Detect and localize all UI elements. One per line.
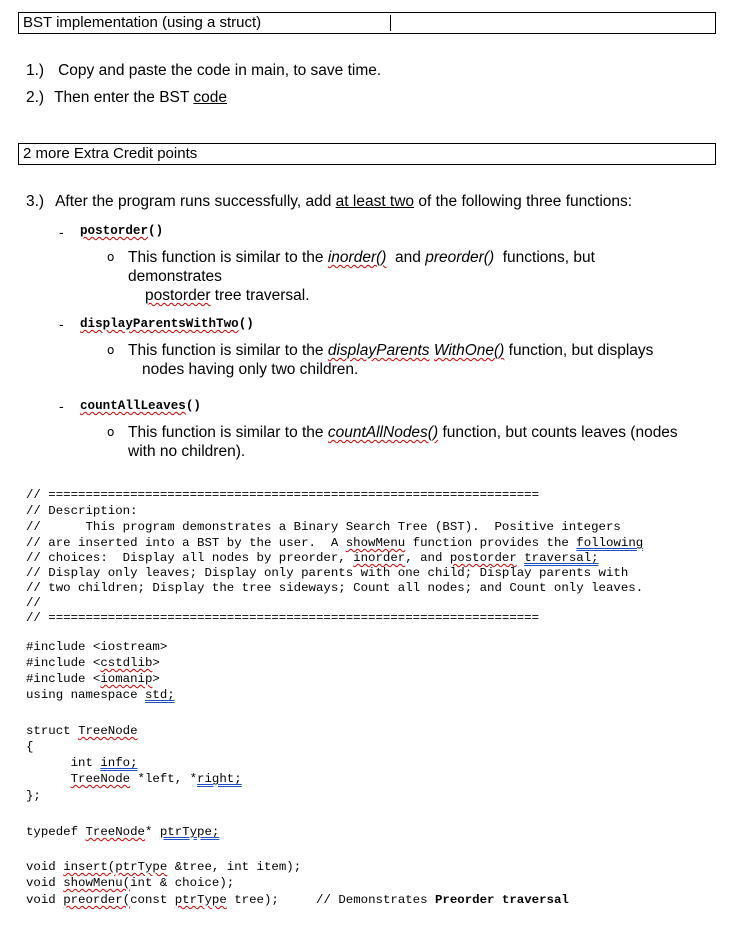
code-blank-comment: // xyxy=(26,596,41,610)
code-desc-2 xyxy=(26,536,643,551)
step-1-text: Copy and paste the code in main, to save time. xyxy=(58,62,382,79)
std-word: std; xyxy=(144,688,175,702)
function-name: postorder xyxy=(80,224,149,238)
text: const xyxy=(130,893,175,907)
text: int xyxy=(26,756,101,770)
code-desc-5: // two children; Display the tree sideways; Count all nodes; and Count only leaves. xyxy=(26,581,644,595)
inorder-ref: inorder() xyxy=(327,249,387,266)
text: using namespace xyxy=(26,688,145,702)
header-box xyxy=(18,12,716,34)
treenode-word: TreeNode xyxy=(70,772,131,786)
header-title: BST implementation (using a struct) xyxy=(23,14,262,31)
code-include-cstdlib xyxy=(26,656,160,671)
at-least-two: at least two xyxy=(335,193,415,210)
code-proto-insert xyxy=(26,860,301,875)
postorder-word: postorder xyxy=(449,551,517,565)
function-postorder xyxy=(80,224,163,239)
treenode-word: TreeNode xyxy=(78,724,138,738)
func3-desc-line1 xyxy=(128,423,678,442)
step-2-number: 2.) xyxy=(26,89,45,106)
insert-word: insert( xyxy=(63,860,116,874)
code-field-info xyxy=(26,756,138,771)
text: *left, * xyxy=(130,772,198,786)
postorder-ref: postorder xyxy=(145,287,211,304)
parens: () xyxy=(148,224,164,238)
text: #include < xyxy=(26,672,101,686)
code-typedef xyxy=(26,825,219,840)
cstdlib-word: cstdlib xyxy=(100,656,153,670)
withone-ref: WithOne() xyxy=(433,342,505,359)
text: This function is similar to the xyxy=(128,342,328,359)
step-2-text: Then enter the BST xyxy=(54,89,194,106)
text: typedef xyxy=(26,825,86,839)
preorder-word: preorder( xyxy=(63,893,131,907)
inorder-word: inorder xyxy=(353,551,406,565)
bullet-3: o xyxy=(107,425,115,439)
text: * xyxy=(145,825,160,839)
text: function provides the xyxy=(405,536,577,550)
following-word: following xyxy=(576,536,644,550)
bullet-2: o xyxy=(107,343,115,357)
text: int & choice); xyxy=(130,876,235,890)
code-proto-preorder xyxy=(26,893,569,908)
text: tree); // Demonstrates xyxy=(226,893,435,907)
right-word: right; xyxy=(197,772,242,786)
text: #include < xyxy=(26,656,101,670)
dash-2: - xyxy=(59,316,64,332)
function-name: countAllLeaves xyxy=(80,399,186,413)
text: function, but counts leaves (nodes xyxy=(438,424,678,441)
step-3 xyxy=(26,192,632,211)
func1-desc-line2: demonstrates xyxy=(128,268,222,285)
code-field-pointers xyxy=(26,772,242,787)
ptrtype-word: ptrType xyxy=(115,860,168,874)
code-struct xyxy=(26,724,138,739)
showmenu-word: showMenu xyxy=(345,536,406,550)
text: functions, but xyxy=(494,249,595,266)
dash-3: - xyxy=(59,398,64,414)
code-desc-label: // Description: xyxy=(26,504,138,518)
code-rule-bottom: // ================================================================== xyxy=(26,611,540,625)
code-desc-3 xyxy=(26,551,599,566)
code-include-iomanip xyxy=(26,672,160,687)
text: This function is similar to the xyxy=(128,249,328,266)
code-desc-1: // This program demonstrates a Binary Search Tree (BST). Positive integers xyxy=(26,520,621,534)
text: &tree, int item); xyxy=(167,860,302,874)
text: void xyxy=(26,876,64,890)
text: > xyxy=(152,672,160,686)
text: and xyxy=(386,249,426,266)
func3-desc-line2: with no children). xyxy=(128,443,246,460)
text: // choices: Display all nodes by preorder, xyxy=(26,551,354,565)
text: function, but displays xyxy=(504,342,654,359)
text: This function is similar to the xyxy=(128,424,328,441)
function-displayParentsWithTwo xyxy=(80,317,254,332)
func2-desc-line1 xyxy=(128,341,653,360)
func1-desc-line1 xyxy=(128,248,595,267)
extra-credit-title: 2 more Extra Credit points xyxy=(23,145,198,162)
dash-1: - xyxy=(59,224,64,240)
code-proto-showmenu xyxy=(26,876,234,891)
code-close-brace: }; xyxy=(26,789,41,803)
extra-credit-box xyxy=(18,143,716,165)
text: void xyxy=(26,893,64,907)
code-desc-4: // Display only leaves; Display only parents with one child; Display parents with xyxy=(26,566,629,580)
func1-desc-line3 xyxy=(145,286,310,305)
parens: () xyxy=(238,317,254,331)
step-3-number: 3.) xyxy=(26,193,45,210)
preorder-traversal-bold: Preorder traversal xyxy=(435,893,569,907)
text: tree traversal. xyxy=(210,287,310,304)
countallnodes-ref: countAllNodes() xyxy=(327,424,439,441)
showmenu-word: showMenu( xyxy=(63,876,131,890)
text-cursor xyxy=(390,15,391,31)
info-word: info; xyxy=(100,756,138,770)
code-link[interactable]: code xyxy=(193,89,228,106)
treenode-word: TreeNode xyxy=(85,825,145,839)
code-using-namespace xyxy=(26,688,175,703)
code-rule-top: // ================================================================== xyxy=(26,488,540,502)
code-include-iostream: #include <iostream> xyxy=(26,640,168,654)
step-3-text: After the program runs successfully, add xyxy=(55,193,336,210)
step-1 xyxy=(26,61,381,80)
text: > xyxy=(152,656,160,670)
traversal-word: traversal; xyxy=(524,551,599,565)
text: struct xyxy=(26,724,79,738)
func2-desc-line2: nodes having only two children. xyxy=(142,361,359,378)
function-countAllLeaves xyxy=(80,399,201,414)
displayparents-ref: displayParents xyxy=(327,342,430,359)
text: // are inserted into a BST by the user. A xyxy=(26,536,346,550)
step-1-number: 1.) xyxy=(26,62,45,79)
text xyxy=(26,772,71,786)
bullet-1: o xyxy=(107,250,115,264)
function-name: displayParentsWithTwo xyxy=(80,317,239,331)
text: , and xyxy=(405,551,450,565)
text: void xyxy=(26,860,64,874)
preorder-ref: preorder() xyxy=(425,249,495,266)
step-2 xyxy=(26,88,227,107)
code-open-brace: { xyxy=(26,740,34,754)
iomanip-word: iomanip xyxy=(100,672,153,686)
parens: () xyxy=(185,399,201,413)
step-3-text-end: of the following three functions: xyxy=(414,193,633,210)
ptrtype-word: ptrType xyxy=(174,893,227,907)
ptrtype-word: ptrType; xyxy=(159,825,220,839)
